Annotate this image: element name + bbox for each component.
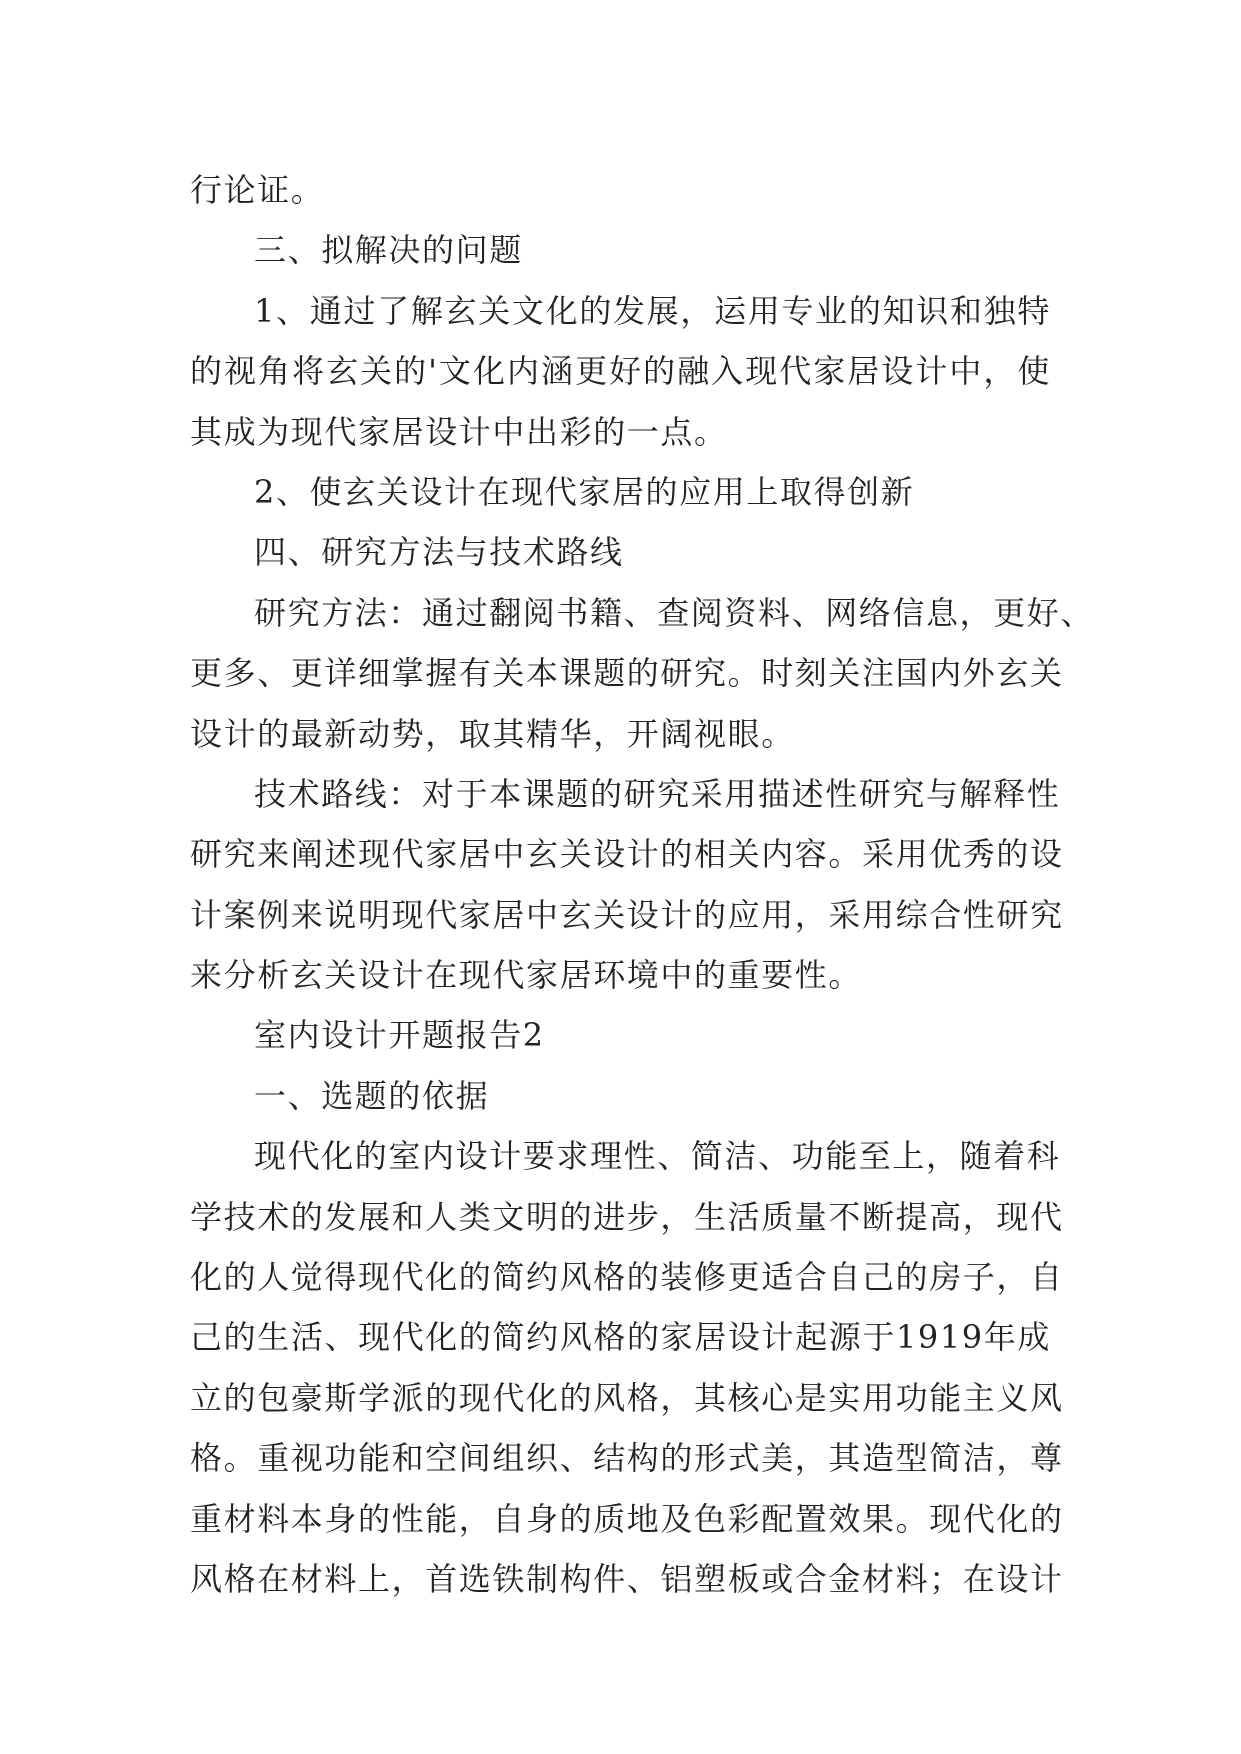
text-line: 现代化的室内设计要求理性、简洁、功能至上，随着科 — [254, 1137, 1061, 1176]
section-heading: 一、选题的依据 — [254, 1076, 490, 1115]
text-line: 计案例来说明现代家居中玄关设计的应用，采用综合性研究 — [190, 895, 1064, 934]
text-line: 己的生活、现代化的简约风格的家居设计起源于1919年成 — [190, 1318, 1051, 1357]
text-line: 行论证。 — [190, 171, 325, 209]
text-line: 1、通过了解玄关文化的发展，运用专业的知识和独特 — [254, 291, 1051, 330]
text-line: 格。重视功能和空间组织、结构的形式美，其造型简洁，尊 — [190, 1439, 1064, 1478]
section-heading: 三、拟解决的问题 — [254, 231, 523, 270]
document-page — [190, 160, 1095, 1609]
text-line: 风格在材料上，首选铁制构件、铝塑板或合金材料；在设计 — [190, 1559, 1064, 1598]
text-line: 立的包豪斯学派的现代化的风格，其核心是实用功能主义风 — [190, 1378, 1064, 1417]
text-line: 研究来阐述现代家居中玄关设计的相关内容。采用优秀的设 — [190, 835, 1064, 874]
text-line: 重材料本身的性能，自身的质地及色彩配置效果。现代化的 — [190, 1499, 1064, 1538]
text-line: 研究方法：通过翻阅书籍、查阅资料、网络信息，更好、 — [254, 593, 1095, 632]
text-line: 其成为现代家居设计中出彩的一点。 — [190, 412, 728, 451]
text-line: 2、使玄关设计在现代家居的应用上取得创新 — [254, 472, 915, 511]
text-line: 来分析玄关设计在现代家居环境中的重要性。 — [190, 956, 863, 995]
section-heading: 四、研究方法与技术路线 — [254, 533, 624, 572]
text-line: 设计的最新动势，取其精华，开阔视眼。 — [190, 714, 795, 753]
text-line: 化的人觉得现代化的简约风格的装修更适合自己的房子，自 — [190, 1258, 1064, 1297]
text-line: 更多、更详细掌握有关本课题的研究。时刻关注国内外玄关 — [190, 654, 1064, 693]
text-line: 技术路线：对于本课题的研究采用描述性研究与解释性 — [254, 774, 1061, 813]
text-line: 学技术的发展和人类文明的进步，生活质量不断提高，现代 — [190, 1197, 1064, 1236]
text-line: 的视角将玄关的'文化内涵更好的融入现代家居设计中，使 — [190, 352, 1051, 391]
report-title: 室内设计开题报告2 — [254, 1016, 545, 1055]
